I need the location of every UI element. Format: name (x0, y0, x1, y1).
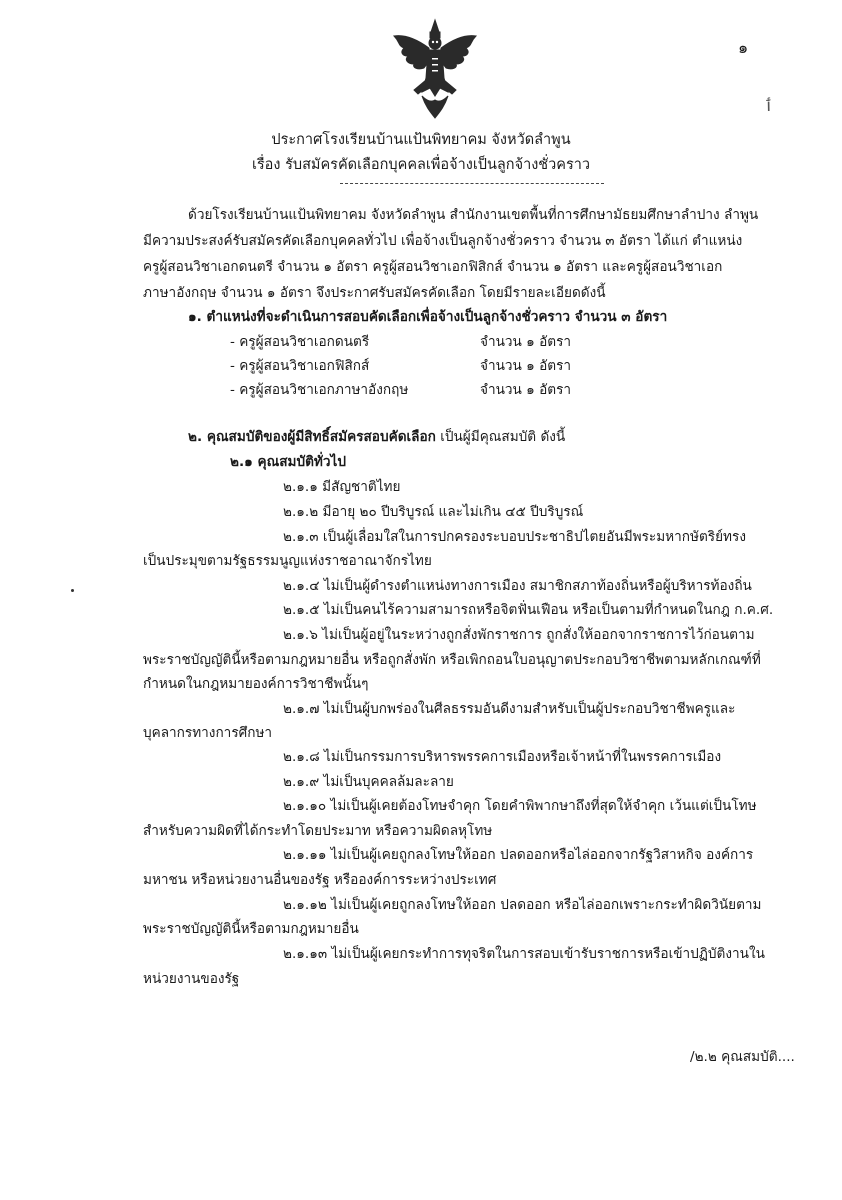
announcement-title: ประกาศโรงเรียนบ้านแป้นพิทยาคม จังหวัดลำพูน (271, 132, 571, 148)
position-name: - ครูผู้สอนวิชาเอกภาษาอังกฤษ (230, 382, 409, 398)
continuation-note: /๒.๒ คุณสมบัติ.... (690, 1049, 795, 1065)
announcement-subject: เรื่อง รับสมัครคัดเลือกบุคคลเพื่อจ้างเป็นลูกจ้างชั่วคราว (251, 157, 591, 173)
qualification-item: ๒.๑.๘ ไม่เป็นกรรมการบริหารพรรคการเมืองหรือเจ้าหน้าที่ในพรรคการเมือง (283, 749, 722, 765)
position-count: จำนวน ๑ อัตรา (480, 382, 572, 398)
garuda-emblem-icon (392, 18, 478, 120)
qualification-item: ๒.๑.๕ ไม่เป็นคนไร้ความสามารถหรือจิตฟั่นเฟือน หรือเป็นตามที่กำหนดในกฎ ก.ค.ศ. (283, 602, 774, 618)
qualification-item-cont: หน่วยงานของรัฐ (143, 971, 240, 987)
scan-mark: ٲ (764, 96, 774, 115)
section-2-heading-bold: ๒. คุณสมบัติของผู้มีสิทธิ์สมัครสอบคัดเลือก (188, 429, 436, 445)
dashed-divider (340, 183, 604, 184)
qualification-item: ๒.๑.๓ เป็นผู้เลื่อมใสในการปกครองระบอบประชาธิปไตยอันมีพระมหากษัตริย์ทรง (283, 529, 746, 545)
qualification-item: ๒.๑.๗ ไม่เป็นผู้บกพร่องในศีลธรรมอันดีงามสำหรับเป็นผู้ประกอบวิชาชีพครูและ (283, 701, 736, 717)
position-count: จำนวน ๑ อัตรา (480, 358, 572, 374)
scan-dot (71, 589, 74, 592)
qualification-item: ๒.๑.๑๐ ไม่เป็นผู้เคยต้องโทษจำคุก โดยคำพิพากษาถึงที่สุดให้จำคุก เว้นแต่เป็นโทษ (283, 798, 757, 814)
qualification-item-cont: พระราชบัญญัตินี้หรือตามกฎหมายอื่น (143, 921, 359, 937)
qualification-item-cont: เป็นประมุขตามรัฐธรรมนูญแห่งราชอาณาจักรไทย (143, 553, 432, 569)
section-2-heading (188, 428, 565, 446)
qualification-item: ๒.๑.๑๓ ไม่เป็นผู้เคยกระทำการทุจริตในการสอบเข้ารับราชการหรือเข้าปฏิบัติงานใน (283, 946, 765, 962)
qualification-item-cont: พระราชบัญญัตินี้หรือตามกฎหมายอื่น หรือถูกสั่งพัก หรือเพิกถอนใบอนุญาตประกอบวิชาชีพตามหลักเกณฑ์ที่ (143, 652, 761, 668)
intro-line: มีความประสงค์รับสมัครคัดเลือกบุคคลทั่วไป เพื่อจ้างเป็นลูกจ้างชั่วคราว จำนวน ๓ อัตรา ได้แก่ ตำแหน่ง (143, 233, 743, 249)
section-1-heading: ๑. ตำแหน่งที่จะดำเนินการสอบคัดเลือกเพื่อจ้างเป็นลูกจ้างชั่วคราว จำนวน ๓ อัตรา (188, 309, 668, 325)
qualification-item-cont: บุคลากรทางการศึกษา (143, 725, 273, 741)
position-name: - ครูผู้สอนวิชาเอกฟิสิกส์ (230, 358, 370, 374)
qualification-item: ๒.๑.๑๒ ไม่เป็นผู้เคยถูกลงโทษให้ออก ปลดออก หรือไล่ออกเพราะกระทำผิดวินัยตาม (283, 897, 762, 913)
intro-line: ภาษาอังกฤษ จำนวน ๑ อัตรา จึงประกาศรับสมัครคัดเลือก โดยมีรายละเอียดดังนี้ (143, 285, 606, 301)
section-2-1-heading: ๒.๑ คุณสมบัติทั่วไป (230, 454, 346, 470)
qualification-item: ๒.๑.๑๑ ไม่เป็นผู้เคยถูกลงโทษให้ออก ปลดออกหรือไล่ออกจากรัฐวิสาหกิจ องค์การ (283, 847, 754, 863)
position-count: จำนวน ๑ อัตรา (480, 334, 572, 350)
intro-line: ครูผู้สอนวิชาเอกดนตรี จำนวน ๑ อัตรา ครูผู้สอนวิชาเอกฟิสิกส์ จำนวน ๑ อัตรา และครูผู้สอนวิชาเอก (143, 259, 723, 275)
qualification-item: ๒.๑.๙ ไม่เป็นบุคคลล้มละลาย (283, 774, 454, 790)
qualification-item: ๒.๑.๔ ไม่เป็นผู้ดำรงตำแหน่งทางการเมือง สมาชิกสภาท้องถิ่นหรือผู้บริหารท้องถิ่น (283, 578, 752, 594)
qualification-item: ๒.๑.๒ มีอายุ ๒๐ ปีบริบูรณ์ และไม่เกิน ๔๕ ปีบริบูรณ์ (283, 504, 584, 520)
qualification-item-cont: สำหรับความผิดที่ได้กระทำโดยประมาท หรือความผิดลหุโทษ (143, 823, 493, 839)
position-name: - ครูผู้สอนวิชาเอกดนตรี (230, 334, 370, 350)
qualification-item-cont: มหาชน หรือหน่วยงานอื่นของรัฐ หรือองค์การระหว่างประเทศ (143, 872, 497, 888)
intro-line: ด้วยโรงเรียนบ้านแป้นพิทยาคม จังหวัดลำพูน สำนักงานเขตพื้นที่การศึกษามัธยมศึกษาลำปาง ลำพูน (188, 207, 759, 223)
section-2-heading-rest: เป็นผู้มีคุณสมบัติ ดังนี้ (435, 429, 566, 445)
page-number: ๑ (738, 38, 749, 57)
qualification-item: ๒.๑.๖ ไม่เป็นผู้อยู่ในระหว่างถูกสั่งพักราชการ ถูกสั่งให้ออกจากราชการไว้ก่อนตาม (283, 627, 755, 643)
qualification-item: ๒.๑.๑ มีสัญชาติไทย (283, 479, 401, 495)
qualification-item-cont: กำหนดในกฎหมายองค์การวิชาชีพนั้นๆ (143, 676, 369, 692)
